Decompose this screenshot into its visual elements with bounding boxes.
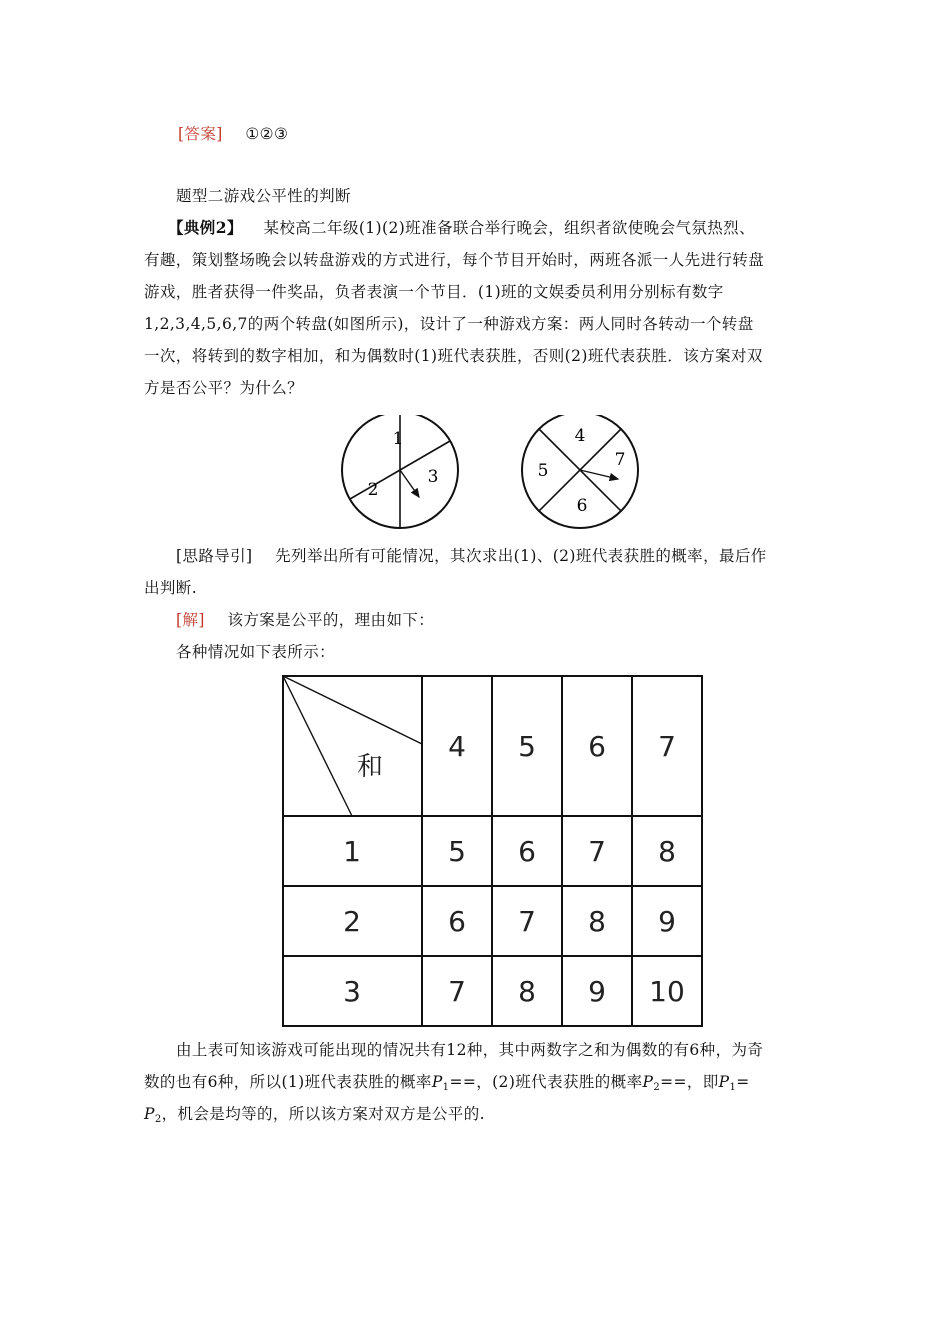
solution-label: [解]: [176, 611, 205, 629]
answer-line: [178, 124, 848, 144]
corner-diagonal-2: [283, 676, 352, 816]
cell-3-6: 9: [588, 975, 606, 1008]
conclusion-text-c: ==，即: [660, 1073, 719, 1091]
answer-value: ①②③: [245, 125, 289, 143]
corner-diagonal-1: [283, 676, 422, 744]
spinner-diagrams: [335, 415, 655, 540]
col-header-6: 6: [588, 730, 606, 763]
conclusion-text-b: ==，(2)班代表获胜的概率: [449, 1073, 643, 1091]
table-intro: 各种情况如下表所示：: [176, 643, 336, 661]
cell-1-5: 6: [518, 835, 536, 868]
right-spinner: [522, 415, 638, 528]
row-header-3: 3: [343, 975, 361, 1008]
p2-var-2: P: [144, 1105, 155, 1123]
col-header-7: 7: [658, 730, 676, 763]
example-line-5: 一次，将转到的数字相加，和为偶数时(1)班代表获胜，否则(2)班代表获胜．该方案对双: [144, 347, 763, 365]
right-sector-6: 6: [576, 496, 588, 516]
section-title: 题型二游戏公平性的判断: [176, 187, 351, 205]
example-line-2: 有趣，策划整场晚会以转盘游戏的方式进行，每个节目开始时，两班各派一人先进行转盘: [144, 251, 765, 269]
p1-var: P: [431, 1073, 443, 1091]
right-sector-5: 5: [537, 461, 549, 481]
conclusion-text-a: 数的也有6种，所以(1)班代表获胜的概率: [144, 1073, 432, 1091]
left-divider-upper-right: [400, 441, 450, 470]
col-header-4: 4: [448, 730, 466, 763]
conclusion-text-d: =: [736, 1073, 750, 1091]
p1-sub-2: 1: [729, 1082, 737, 1093]
cell-1-7: 8: [658, 835, 676, 868]
right-spinner-arrow-icon: [580, 470, 618, 479]
cell-2-4: 6: [448, 905, 466, 938]
conclusion-text-e: ，机会是均等的，所以该方案对双方是公平的.: [161, 1105, 485, 1123]
corner-label: 和: [356, 752, 384, 782]
right-sector-7: 7: [614, 450, 626, 470]
example-line-1: [168, 218, 838, 238]
right-sector-4: 4: [574, 426, 586, 446]
solution-intro: 该方案是公平的，理由如下：: [227, 611, 435, 629]
solution-line: [176, 610, 846, 630]
p1-sub: 1: [442, 1082, 450, 1093]
example-text-1: 某校高二年级(1)(2)班准备联合举行晚会，组织者欲使晚会气氛热烈、: [263, 219, 755, 237]
p2-var: P: [642, 1073, 654, 1091]
cell-1-4: 5: [448, 835, 466, 868]
example-line-4: 1,2,3,4,5,6,7的两个转盘(如图所示)，设计了一种游戏方案：两人同时各转动一个转盘: [144, 315, 754, 333]
answer-label: [答案]: [178, 125, 223, 143]
cell-2-7: 9: [658, 905, 676, 938]
cell-3-5: 8: [518, 975, 536, 1008]
hint-label: [思路导引]: [176, 547, 253, 565]
cell-3-7: 10: [649, 975, 685, 1008]
p2-sub-2: 2: [154, 1114, 162, 1125]
p1-var-2: P: [718, 1073, 730, 1091]
example-line-3: 游戏，胜者获得一件奖品，负者表演一个节目．(1)班的文娱委员利用分别标有数字: [144, 283, 724, 301]
cell-2-5: 7: [518, 905, 536, 938]
conclusion-line-2: [144, 1072, 814, 1098]
left-spinner: [342, 415, 458, 528]
cell-2-6: 8: [588, 905, 606, 938]
left-sector-2: 2: [367, 480, 379, 500]
hint-line-2: 出判断.: [144, 579, 198, 597]
conclusion-line-3: [144, 1104, 814, 1130]
sum-table: [282, 675, 704, 1028]
hint-text-1: 先列举出所有可能情况，其次求出(1)、(2)班代表获胜的概率，最后作: [275, 547, 767, 565]
example-line-6: 方是否公平？为什么？: [144, 379, 304, 397]
example-label: 【典例2】: [168, 218, 243, 237]
hint-line-1: [176, 546, 846, 566]
cell-1-6: 7: [588, 835, 606, 868]
left-spinner-arrow-icon: [400, 470, 419, 497]
left-sector-3: 3: [427, 467, 439, 487]
col-header-5: 5: [518, 730, 536, 763]
left-sector-1: 1: [392, 429, 404, 449]
cell-3-4: 7: [448, 975, 466, 1008]
row-header-2: 2: [343, 905, 361, 938]
p2-sub: 2: [653, 1082, 661, 1093]
conclusion-line-1: 由上表可知该游戏可能出现的情况共有12种，其中两数字之和为偶数的有6种，为奇: [176, 1041, 764, 1059]
row-header-1: 1: [343, 835, 361, 868]
